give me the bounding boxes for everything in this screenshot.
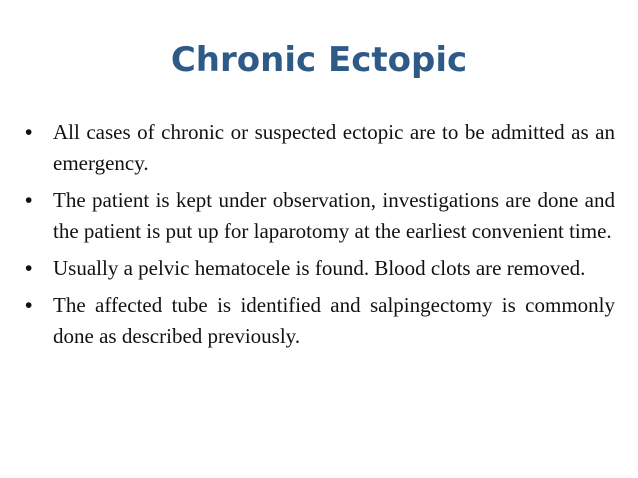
bullet-item — [23, 253, 615, 284]
bullet-list — [23, 117, 615, 358]
bullet-item — [23, 185, 615, 247]
bullet-icon: • — [25, 121, 33, 144]
slide-title: Chronic Ectopic — [170, 40, 468, 80]
bullet-text: The patient is kept under observation, investigations are done and the patient is put up for laparotomy at the earliest convenient time. — [53, 188, 615, 243]
bullet-text: Usually a pelvic hematocele is found. Blood clots are removed. — [53, 256, 586, 280]
bullet-item — [23, 117, 615, 179]
bullet-text: All cases of chronic or suspected ectopic are to be admitted as an emergency. — [53, 120, 615, 175]
bullet-text: The affected tube is identified and salpingectomy is commonly done as described previously. — [53, 293, 615, 348]
bullet-icon: • — [25, 257, 33, 280]
bullet-icon: • — [25, 294, 33, 317]
bullet-item — [23, 290, 615, 352]
bullet-icon: • — [25, 189, 33, 212]
